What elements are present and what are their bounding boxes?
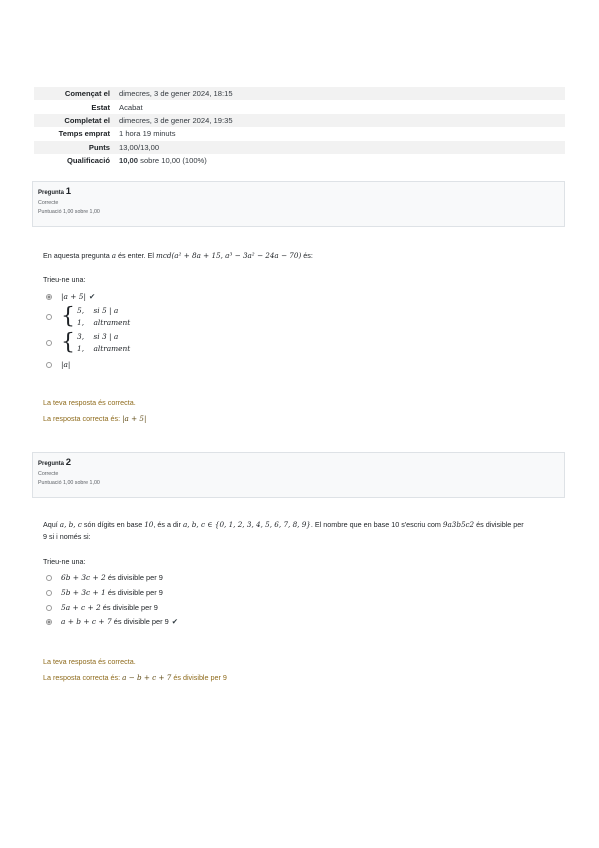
question-number: Pregunta 1 bbox=[38, 186, 71, 197]
q2-option-2[interactable]: 5b + 3c + 1 és divisible per 9 bbox=[46, 588, 163, 597]
radio-button[interactable] bbox=[46, 314, 52, 320]
radio-button-selected[interactable] bbox=[46, 619, 52, 625]
question-1-prompt: Trieu-ne una: bbox=[43, 275, 86, 284]
summary-value: 13,00/13,00 bbox=[119, 142, 160, 152]
check-icon: ✔ bbox=[88, 292, 96, 301]
summary-row bbox=[34, 100, 565, 113]
question-2-prompt: Trieu-ne una: bbox=[43, 557, 86, 566]
question-grade: Puntuació 1,00 sobre 1,00 bbox=[38, 480, 100, 486]
radio-button[interactable] bbox=[46, 590, 52, 596]
summary-value: 1 hora 19 minuts bbox=[119, 129, 176, 139]
q1-option-1[interactable]: |a + 5| ✔ bbox=[46, 292, 95, 301]
summary-row bbox=[34, 141, 565, 154]
question-1-info bbox=[32, 181, 565, 227]
summary-value: dimecres, 3 de gener 2024, 18:15 bbox=[119, 89, 233, 99]
summary-row bbox=[34, 154, 565, 167]
brace-icon: { bbox=[61, 329, 75, 355]
q2-correct-answer: La resposta correcta és: a − b + c + 7 és divisible per 9 bbox=[43, 673, 227, 682]
q1-option-2[interactable]: { 5, si 5 | a 1, altrament bbox=[46, 305, 130, 328]
question-1-text: En aquesta pregunta a és enter. El mcd(a² + 8a + 15, a³ − 3a² − 24a − 70) és: bbox=[43, 251, 313, 260]
radio-button[interactable] bbox=[46, 362, 52, 368]
summary-label: Començat el bbox=[64, 89, 110, 99]
summary-value: Acabat bbox=[119, 102, 143, 112]
q2-option-1[interactable]: 6b + 3c + 2 és divisible per 9 bbox=[46, 573, 163, 582]
summary-label: Estat bbox=[91, 102, 110, 112]
q1-option-3[interactable]: { 3, si 3 | a 1, altrament bbox=[46, 331, 130, 354]
question-number: Pregunta 2 bbox=[38, 457, 71, 468]
summary-label: Completat el bbox=[64, 115, 110, 125]
q1-correct-answer: La resposta correcta és: |a + 5| bbox=[43, 414, 147, 423]
q2-option-3[interactable]: 5a + c + 2 és divisible per 9 bbox=[46, 603, 158, 612]
summary-label: Temps emprat bbox=[58, 129, 110, 139]
radio-button[interactable] bbox=[46, 575, 52, 581]
q1-option-4[interactable]: |a| bbox=[46, 360, 70, 369]
q2-feedback: La teva resposta és correcta. bbox=[43, 657, 136, 666]
grade-rest: sobre 10,00 (100%) bbox=[140, 156, 207, 166]
check-icon: ✔ bbox=[171, 617, 179, 626]
summary-label: Qualificació bbox=[66, 156, 110, 166]
radio-button[interactable] bbox=[46, 605, 52, 611]
grade-value: 10,00 bbox=[119, 156, 139, 166]
brace-icon: { bbox=[61, 303, 75, 329]
summary-row bbox=[34, 114, 565, 127]
summary-row bbox=[34, 127, 565, 140]
question-grade: Puntuació 1,00 sobre 1,00 bbox=[38, 209, 100, 215]
question-state: Correcte bbox=[38, 471, 59, 477]
attempt-summary-table bbox=[34, 87, 565, 167]
radio-button[interactable] bbox=[46, 340, 52, 346]
summary-value bbox=[116, 154, 565, 167]
summary-label: Punts bbox=[88, 142, 110, 152]
q1-feedback: La teva resposta és correcta. bbox=[43, 398, 136, 407]
summary-row bbox=[34, 87, 565, 100]
question-2-text: Aquí a, b, c són dígits en base 10, és a dir a, b, c ∈ {0, 1, 2, 3, 4, 5, 6, 7, 8, 9}. El nombre que en base 10 s'escriu com 9a3b5c2 és divisible per 9 si i només si: bbox=[43, 520, 524, 541]
question-2-info bbox=[32, 452, 565, 498]
radio-button-selected[interactable] bbox=[46, 294, 52, 300]
summary-value: dimecres, 3 de gener 2024, 19:35 bbox=[119, 115, 233, 125]
q2-option-4[interactable]: a + b + c + 7 és divisible per 9 ✔ bbox=[46, 617, 178, 626]
question-state: Correcte bbox=[38, 200, 59, 206]
